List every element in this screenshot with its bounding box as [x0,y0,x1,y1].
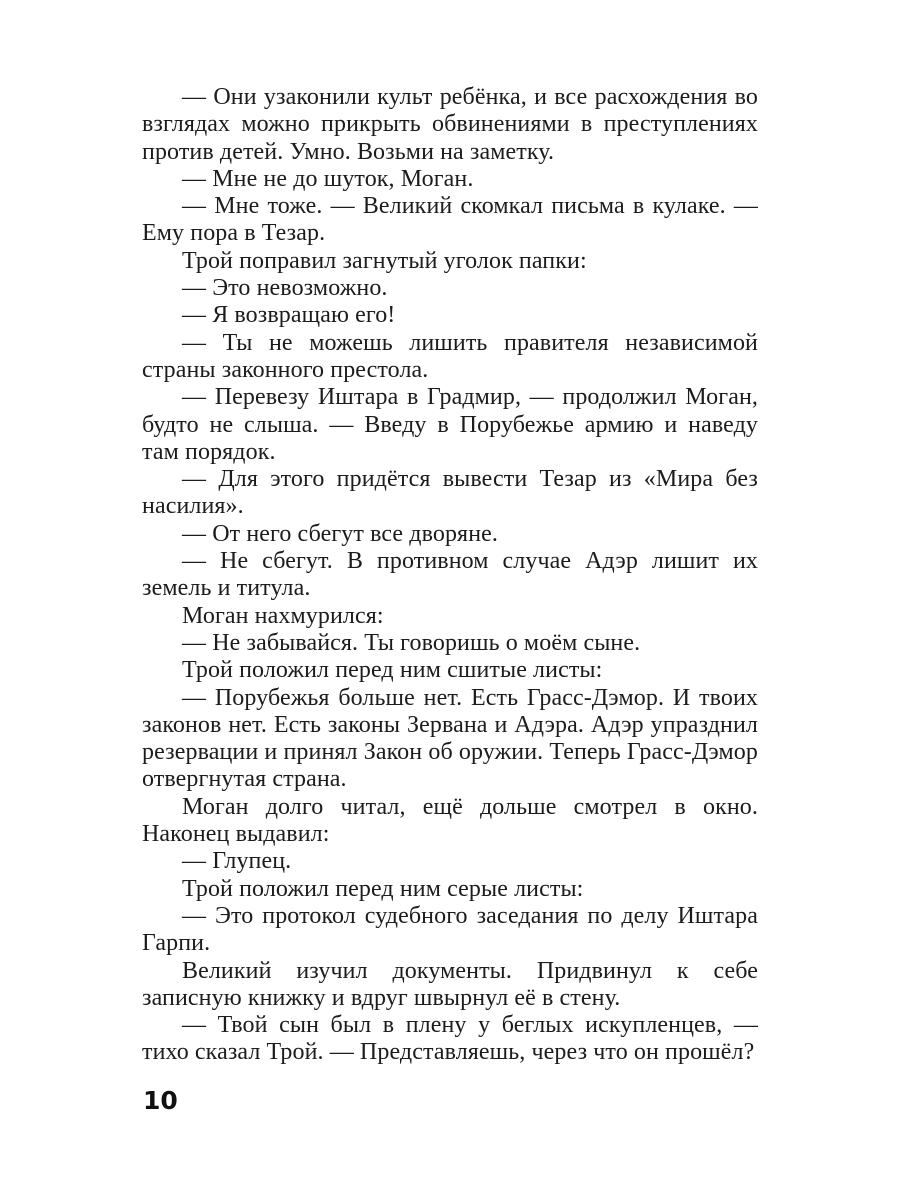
paragraph: — Не забывайся. Ты говоришь о моём сыне. [182,629,641,656]
paragraph: — Для этого придётся вывести Тезар из «Мира без насилия». [142,466,758,520]
body-text [142,84,758,1067]
paragraph: — Глупец. [182,848,292,875]
paragraph: — От него сбегут все дворяне. [182,520,498,547]
paragraph: — Твой сын был в плену у беглых искупленцев, — тихо сказал Трой. — Представляешь, через что он прошёл? [142,1012,758,1066]
paragraph: Великий изучил документы. Придвинул к себе записную книжку и вдруг швырнул её в стену. [142,957,758,1011]
book-page [142,84,758,1067]
paragraph: — Это невозможно. [182,275,388,302]
paragraph: — Я возвращаю его! [182,302,396,329]
paragraph: Моган нахмурился: [182,602,384,629]
paragraph: Трой положил перед ним серые листы: [182,875,584,902]
paragraph: — Это протокол судебного заседания по делу Иштара Гарпи. [142,902,758,957]
page-number: 10 [143,1086,178,1115]
paragraph: Моган долго читал, ещё дольше смотрел в окно. Наконец выдавил: [142,793,758,848]
paragraph: — Перевезу Иштара в Градмир, — продолжил Моган, будто не слыша. — Введу в Порубежье армию и наведу там порядок. [142,384,758,465]
paragraph: Трой поправил загнутый уголок папки: [182,247,587,274]
paragraph: — Мне тоже. — Великий скомкал письма в кулаке. — Ему пора в Тезар. [142,193,758,247]
paragraph: Трой положил перед ним сшитые листы: [182,657,603,684]
paragraph: — Ты не можешь лишить правителя независимой страны законного престола. [142,329,758,383]
paragraph: — Не сбегут. В противном случае Адэр лишит их земель и титула. [142,548,758,602]
paragraph: — Порубежья больше нет. Есть Грасс-Дэмор. И твоих законов нет. Есть законы Зервана и Адэра. Адэр упразднил резервации и принял Закон об оружии. Теперь Грасс-Дэмор отвергнутая страна. [142,684,758,793]
paragraph: — Они узаконили культ ребёнка, и все расхождения во взглядах можно прикрыть обвинениями в преступлениях против детей. Умно. Возьми на заметку. [142,84,758,165]
paragraph: — Мне не до шуток, Моган. [182,165,474,192]
